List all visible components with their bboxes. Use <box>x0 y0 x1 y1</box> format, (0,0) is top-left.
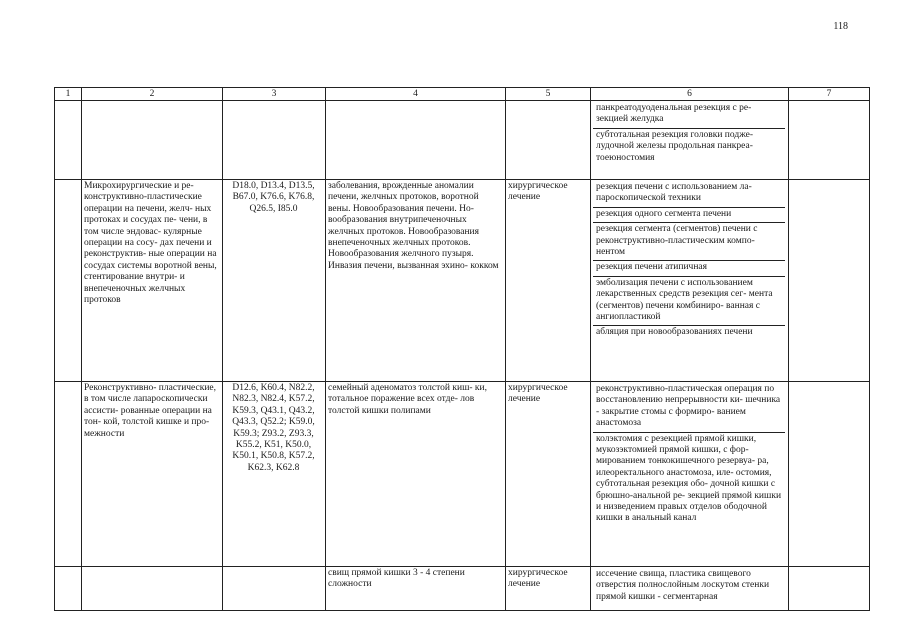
cell-treatment-type: хирургическое лечение <box>506 567 591 611</box>
method-item: иссечение свища, пластика свищевого отверстия полнослойным лоскутом стенки прямой кишки - сегментарная <box>596 569 770 602</box>
cell-standard <box>789 101 870 180</box>
method-item: резекция сегмента (сегментов) печени с реконструктивно-пластическим компо- нентом <box>593 222 785 260</box>
cell-number <box>55 180 82 382</box>
method-item: панкреатодуоденальная резекция с ре- зекцией желудка <box>596 103 752 125</box>
header-col-3: 3 <box>223 88 326 101</box>
page-number: 118 <box>833 21 848 32</box>
method-item: колэктомия с резекцией прямой кишки, мукозэктомией прямой кишки, с фор- мированием тонкокишечного резервуа- ра, илеоректального анастомоза, иле- остомия, субтотальная резекция обо- дочной кишки с брюшно-анальной ре- зекцией прямой кишки и низведением правых отделов ободочной кишки в анальный канал <box>593 432 785 527</box>
table-row <box>55 180 870 382</box>
cell-number <box>55 382 82 567</box>
header-col-6: 6 <box>591 88 789 101</box>
cell-icd-codes <box>223 101 326 180</box>
cell-icd-codes: D18.0, D13.4, D13.5, B67.0, K76.6, K76.8, Q26.5, I85.0 <box>223 180 326 382</box>
table-row <box>55 567 870 611</box>
header-col-1: 1 <box>55 88 82 101</box>
header-col-5: 5 <box>506 88 591 101</box>
method-item: резекция печени с использованием ла- пароскопической техники <box>596 182 752 204</box>
header-col-2: 2 <box>82 88 223 101</box>
method-item: резекция печени атипичная <box>593 260 785 275</box>
cell-number <box>55 101 82 180</box>
cell-treatment-type <box>506 101 591 180</box>
table-row <box>55 101 870 180</box>
cell-model: свищ прямой кишки 3 - 4 степени сложности <box>326 567 506 611</box>
cell-standard <box>789 382 870 567</box>
cell-standard <box>789 180 870 382</box>
header-col-4: 4 <box>326 88 506 101</box>
cell-method-group <box>82 567 223 611</box>
cell-treatment-type: хирургическое лечение <box>506 382 591 567</box>
cell-model <box>326 101 506 180</box>
method-item: реконструктивно-пластическая операция по восстановлению непрерывности ки- шечника - закрытие стомы с формиро- ванием анастомоза <box>596 384 781 429</box>
cell-number <box>55 567 82 611</box>
cell-method-group: Реконструктивно- пластические, в том числе лапароскопически ассисти- рованные операции на тон- кой, толстой кишке и про- межности <box>82 382 223 567</box>
method-item: резекция одного сегмента печени <box>593 207 785 222</box>
method-item: субтотальная резекция головки подже- лудочной железы продольная панкреа- тоеюностомия <box>593 128 785 166</box>
cell-model: семейный аденоматоз толстой киш- ки, тотальное поражение всех отде- лов толстой кишки полипами <box>326 382 506 567</box>
cell-standard <box>789 567 870 611</box>
cell-method-group <box>82 101 223 180</box>
document-table <box>54 87 870 611</box>
cell-methods <box>591 382 789 567</box>
cell-methods <box>591 101 789 180</box>
table-row <box>55 382 870 567</box>
cell-model: заболевания, врожденные аномалии печени, желчных протоков, воротной вены. Новообразования печени. Но- вообразования внутрипеченочных желчных протоков. Новообразования внепеченочных желчных протоков. Новообразования желчного пузыря. Инвазия печени, вызванная эхино- кокком <box>326 180 506 382</box>
cell-methods <box>591 567 789 611</box>
header-row <box>55 88 870 101</box>
cell-icd-codes <box>223 567 326 611</box>
cell-methods <box>591 180 789 382</box>
method-item: эмболизация печени с использованием лекарственных средств резекция сег- мента (сегментов) печени комбиниро- ванная с ангиопластикой <box>593 276 785 326</box>
cell-icd-codes: D12.6, K60.4, N82.2, N82.3, N82.4, K57.2, K59.3, Q43.1, Q43.2, Q43.3, Q52.2; K59.0, K59.3; Z93.2, Z93.3, K55.2, K51, K50.0, K50.1, K50.8, K57.2, K62.3, K62.8 <box>223 382 326 567</box>
method-item: абляция при новообразованиях печени <box>593 325 785 340</box>
header-col-7: 7 <box>789 88 870 101</box>
cell-method-group: Микрохирургические и ре- конструктивно-пластические операции на печени, желч- ных протоках и сосудах пе- чени, в том числе эндовас- кулярные операции на сосу- дах печени и реконструктив- ные операции на сосудах системы воротной вены, стентирование внутри- и внепеченочных желчных протоков <box>82 180 223 382</box>
cell-treatment-type: хирургическое лечение <box>506 180 591 382</box>
